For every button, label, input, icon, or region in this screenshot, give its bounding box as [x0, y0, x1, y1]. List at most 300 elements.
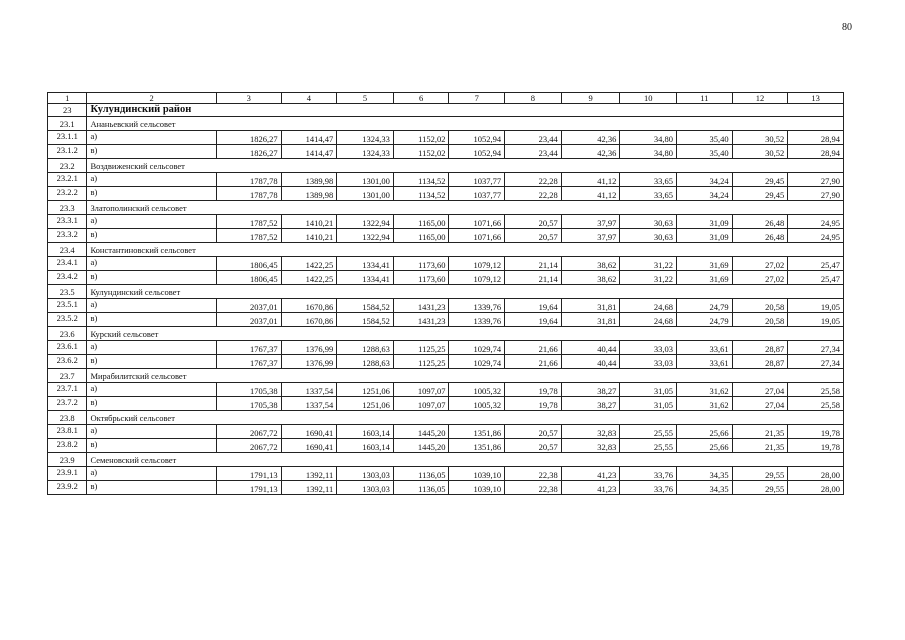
column-number-cell: 2 — [87, 93, 216, 104]
section-name: Октябрьский сельсовет — [87, 411, 844, 425]
value-cell: 22,28 — [505, 173, 562, 187]
value-cell: 1787,52 — [216, 215, 281, 229]
table-row — [48, 355, 844, 369]
value-cell: 33,61 — [677, 355, 733, 369]
value-cell: 31,22 — [620, 257, 677, 271]
value-cell: 1303,03 — [337, 467, 394, 481]
value-cell: 27,34 — [788, 341, 844, 355]
column-number-cell: 9 — [561, 93, 620, 104]
value-cell: 25,55 — [620, 439, 677, 453]
value-cell: 1603,14 — [337, 425, 394, 439]
value-cell: 1705,38 — [216, 397, 281, 411]
row-code: 23.1.2 — [48, 145, 87, 159]
value-cell: 31,05 — [620, 383, 677, 397]
value-cell: 1584,52 — [337, 299, 394, 313]
value-cell: 1445,20 — [393, 425, 449, 439]
row-label: в) — [87, 271, 216, 285]
section-row — [48, 243, 844, 257]
value-cell: 1288,63 — [337, 341, 394, 355]
row-label: а) — [87, 467, 216, 481]
value-cell: 19,05 — [788, 313, 844, 327]
value-cell: 1791,13 — [216, 467, 281, 481]
value-cell: 1301,00 — [337, 187, 394, 201]
value-cell: 35,40 — [677, 145, 733, 159]
value-cell: 33,65 — [620, 187, 677, 201]
section-name: Константиновский сельсовет — [87, 243, 844, 257]
value-cell: 1165,00 — [393, 215, 449, 229]
row-code: 23.3.2 — [48, 229, 87, 243]
value-cell: 1334,41 — [337, 257, 394, 271]
value-cell: 1251,06 — [337, 397, 394, 411]
row-label: в) — [87, 481, 216, 495]
table-row — [48, 383, 844, 397]
value-cell: 29,55 — [732, 481, 788, 495]
value-cell: 1767,37 — [216, 355, 281, 369]
value-cell: 1376,99 — [281, 355, 337, 369]
column-number-row — [48, 93, 844, 104]
row-code: 23.9.2 — [48, 481, 87, 495]
value-cell: 1324,33 — [337, 131, 394, 145]
column-number-cell: 3 — [216, 93, 281, 104]
value-cell: 1152,02 — [393, 145, 449, 159]
value-cell: 21,35 — [732, 439, 788, 453]
row-label: а) — [87, 299, 216, 313]
value-cell: 31,81 — [561, 299, 620, 313]
column-number-cell: 5 — [337, 93, 394, 104]
value-cell: 1422,25 — [281, 271, 337, 285]
value-cell: 1097,07 — [393, 397, 449, 411]
value-cell: 1392,11 — [281, 481, 337, 495]
value-cell: 26,48 — [732, 215, 788, 229]
column-number-cell: 6 — [393, 93, 449, 104]
value-cell: 1414,47 — [281, 131, 337, 145]
value-cell: 1005,32 — [449, 383, 505, 397]
value-cell: 27,34 — [788, 355, 844, 369]
value-cell: 22,38 — [505, 481, 562, 495]
value-cell: 1071,66 — [449, 229, 505, 243]
section-code: 23.6 — [48, 327, 87, 341]
value-cell: 41,23 — [561, 481, 620, 495]
value-cell: 1337,54 — [281, 397, 337, 411]
value-cell: 21,14 — [505, 257, 562, 271]
value-cell: 1376,99 — [281, 341, 337, 355]
value-cell: 27,90 — [788, 173, 844, 187]
table-row — [48, 425, 844, 439]
value-cell: 28,87 — [732, 355, 788, 369]
value-cell: 20,57 — [505, 229, 562, 243]
value-cell: 38,62 — [561, 271, 620, 285]
row-label: в) — [87, 187, 216, 201]
value-cell: 24,68 — [620, 313, 677, 327]
district-name: Кулундинский район — [87, 104, 844, 117]
value-cell: 25,58 — [788, 383, 844, 397]
value-cell: 27,04 — [732, 397, 788, 411]
value-cell: 19,64 — [505, 299, 562, 313]
value-cell: 20,57 — [505, 425, 562, 439]
value-cell: 1173,60 — [393, 271, 449, 285]
value-cell: 1767,37 — [216, 341, 281, 355]
section-row — [48, 159, 844, 173]
value-cell: 21,14 — [505, 271, 562, 285]
value-cell: 1097,07 — [393, 383, 449, 397]
table-row — [48, 131, 844, 145]
value-cell: 37,97 — [561, 229, 620, 243]
value-cell: 1301,00 — [337, 173, 394, 187]
section-code: 23.4 — [48, 243, 87, 257]
data-table-container — [47, 92, 844, 495]
row-label: в) — [87, 145, 216, 159]
value-cell: 31,22 — [620, 271, 677, 285]
row-code: 23.1.1 — [48, 131, 87, 145]
table-row — [48, 467, 844, 481]
value-cell: 1410,21 — [281, 229, 337, 243]
value-cell: 1134,52 — [393, 187, 449, 201]
value-cell: 1337,54 — [281, 383, 337, 397]
value-cell: 1705,38 — [216, 383, 281, 397]
value-cell: 2037,01 — [216, 313, 281, 327]
value-cell: 1136,05 — [393, 481, 449, 495]
value-cell: 38,27 — [561, 397, 620, 411]
value-cell: 30,63 — [620, 215, 677, 229]
value-cell: 21,35 — [732, 425, 788, 439]
value-cell: 19,05 — [788, 299, 844, 313]
value-cell: 27,02 — [732, 271, 788, 285]
value-cell: 1322,94 — [337, 215, 394, 229]
value-cell: 1125,25 — [393, 341, 449, 355]
value-cell: 28,94 — [788, 131, 844, 145]
row-code: 23.7.1 — [48, 383, 87, 397]
value-cell: 1690,41 — [281, 439, 337, 453]
section-code: 23.3 — [48, 201, 87, 215]
table-row — [48, 271, 844, 285]
table-body — [48, 93, 844, 495]
value-cell: 25,66 — [677, 439, 733, 453]
value-cell: 1134,52 — [393, 173, 449, 187]
value-cell: 1787,52 — [216, 229, 281, 243]
value-cell: 26,48 — [732, 229, 788, 243]
value-cell: 23,44 — [505, 145, 562, 159]
value-cell: 34,80 — [620, 131, 677, 145]
value-cell: 1339,76 — [449, 313, 505, 327]
row-code: 23.4.2 — [48, 271, 87, 285]
section-name: Мирабилитский сельсовет — [87, 369, 844, 383]
value-cell: 28,94 — [788, 145, 844, 159]
row-label: а) — [87, 173, 216, 187]
value-cell: 1806,45 — [216, 271, 281, 285]
value-cell: 1670,86 — [281, 313, 337, 327]
value-cell: 2067,72 — [216, 425, 281, 439]
row-label: в) — [87, 397, 216, 411]
row-label: а) — [87, 257, 216, 271]
section-code: 23.5 — [48, 285, 87, 299]
value-cell: 1445,20 — [393, 439, 449, 453]
section-name: Златополинский сельсовет — [87, 201, 844, 215]
table-row — [48, 439, 844, 453]
value-cell: 31,81 — [561, 313, 620, 327]
value-cell: 19,64 — [505, 313, 562, 327]
value-cell: 31,09 — [677, 229, 733, 243]
row-label: в) — [87, 313, 216, 327]
row-code: 23.6.1 — [48, 341, 87, 355]
row-code: 23.9.1 — [48, 467, 87, 481]
value-cell: 19,78 — [505, 397, 562, 411]
value-cell: 31,05 — [620, 397, 677, 411]
value-cell: 1787,78 — [216, 187, 281, 201]
column-number-cell: 8 — [505, 93, 562, 104]
value-cell: 2037,01 — [216, 299, 281, 313]
section-row — [48, 285, 844, 299]
value-cell: 1826,27 — [216, 131, 281, 145]
value-cell: 1136,05 — [393, 467, 449, 481]
column-number-cell: 11 — [677, 93, 733, 104]
value-cell: 1125,25 — [393, 355, 449, 369]
table-row — [48, 299, 844, 313]
section-row — [48, 369, 844, 383]
value-cell: 1052,94 — [449, 145, 505, 159]
value-cell: 40,44 — [561, 355, 620, 369]
value-cell: 25,55 — [620, 425, 677, 439]
value-cell: 34,80 — [620, 145, 677, 159]
value-cell: 25,47 — [788, 257, 844, 271]
section-name: Курский сельсовет — [87, 327, 844, 341]
value-cell: 41,12 — [561, 173, 620, 187]
value-cell: 40,44 — [561, 341, 620, 355]
section-code: 23.8 — [48, 411, 87, 425]
value-cell: 1339,76 — [449, 299, 505, 313]
section-row — [48, 201, 844, 215]
section-code: 23.2 — [48, 159, 87, 173]
value-cell: 31,62 — [677, 383, 733, 397]
row-label: а) — [87, 383, 216, 397]
section-row — [48, 117, 844, 131]
value-cell: 1791,13 — [216, 481, 281, 495]
column-number-cell: 12 — [732, 93, 788, 104]
value-cell: 28,00 — [788, 467, 844, 481]
data-table — [47, 92, 844, 495]
table-row — [48, 215, 844, 229]
section-code: 23.1 — [48, 117, 87, 131]
value-cell: 1670,86 — [281, 299, 337, 313]
value-cell: 28,00 — [788, 481, 844, 495]
value-cell: 24,95 — [788, 215, 844, 229]
value-cell: 29,45 — [732, 173, 788, 187]
row-label: в) — [87, 439, 216, 453]
value-cell: 1389,98 — [281, 187, 337, 201]
value-cell: 1389,98 — [281, 173, 337, 187]
value-cell: 24,79 — [677, 299, 733, 313]
value-cell: 34,35 — [677, 481, 733, 495]
value-cell: 1414,47 — [281, 145, 337, 159]
value-cell: 29,55 — [732, 467, 788, 481]
value-cell: 42,36 — [561, 131, 620, 145]
row-label: а) — [87, 131, 216, 145]
value-cell: 20,58 — [732, 313, 788, 327]
value-cell: 1422,25 — [281, 257, 337, 271]
value-cell: 19,78 — [788, 439, 844, 453]
value-cell: 38,27 — [561, 383, 620, 397]
value-cell: 30,52 — [732, 145, 788, 159]
district-row — [48, 104, 844, 117]
row-code: 23.2.1 — [48, 173, 87, 187]
value-cell: 1351,86 — [449, 439, 505, 453]
table-row — [48, 229, 844, 243]
column-number-cell: 7 — [449, 93, 505, 104]
value-cell: 20,57 — [505, 439, 562, 453]
column-number-cell: 1 — [48, 93, 87, 104]
row-code: 23.2.2 — [48, 187, 87, 201]
row-code: 23.5.1 — [48, 299, 87, 313]
table-row — [48, 145, 844, 159]
row-code: 23.3.1 — [48, 215, 87, 229]
value-cell: 41,23 — [561, 467, 620, 481]
value-cell: 33,76 — [620, 467, 677, 481]
row-label: в) — [87, 355, 216, 369]
value-cell: 1052,94 — [449, 131, 505, 145]
value-cell: 34,35 — [677, 467, 733, 481]
value-cell: 37,97 — [561, 215, 620, 229]
value-cell: 1165,00 — [393, 229, 449, 243]
value-cell: 33,03 — [620, 341, 677, 355]
value-cell: 1152,02 — [393, 131, 449, 145]
value-cell: 1079,12 — [449, 271, 505, 285]
value-cell: 30,52 — [732, 131, 788, 145]
value-cell: 33,65 — [620, 173, 677, 187]
value-cell: 1251,06 — [337, 383, 394, 397]
section-row — [48, 327, 844, 341]
row-label: в) — [87, 229, 216, 243]
value-cell: 1410,21 — [281, 215, 337, 229]
value-cell: 28,87 — [732, 341, 788, 355]
value-cell: 20,57 — [505, 215, 562, 229]
district-code: 23 — [48, 104, 87, 117]
value-cell: 27,04 — [732, 383, 788, 397]
row-code: 23.8.1 — [48, 425, 87, 439]
table-row — [48, 257, 844, 271]
value-cell: 1288,63 — [337, 355, 394, 369]
value-cell: 1322,94 — [337, 229, 394, 243]
column-number-cell: 13 — [788, 93, 844, 104]
table-row — [48, 397, 844, 411]
value-cell: 1029,74 — [449, 355, 505, 369]
value-cell: 38,62 — [561, 257, 620, 271]
value-cell: 1037,77 — [449, 187, 505, 201]
value-cell: 22,28 — [505, 187, 562, 201]
section-code: 23.9 — [48, 453, 87, 467]
value-cell: 33,76 — [620, 481, 677, 495]
value-cell: 1303,03 — [337, 481, 394, 495]
value-cell: 1826,27 — [216, 145, 281, 159]
value-cell: 21,66 — [505, 355, 562, 369]
value-cell: 32,83 — [561, 439, 620, 453]
table-row — [48, 173, 844, 187]
value-cell: 42,36 — [561, 145, 620, 159]
value-cell: 31,69 — [677, 257, 733, 271]
table-row — [48, 341, 844, 355]
value-cell: 31,09 — [677, 215, 733, 229]
value-cell: 1431,23 — [393, 313, 449, 327]
column-number-cell: 10 — [620, 93, 677, 104]
value-cell: 1039,10 — [449, 481, 505, 495]
value-cell: 2067,72 — [216, 439, 281, 453]
section-name: Ананьевский сельсовет — [87, 117, 844, 131]
section-row — [48, 411, 844, 425]
value-cell: 30,63 — [620, 229, 677, 243]
value-cell: 20,58 — [732, 299, 788, 313]
value-cell: 34,24 — [677, 173, 733, 187]
table-row — [48, 187, 844, 201]
value-cell: 27,90 — [788, 187, 844, 201]
value-cell: 1392,11 — [281, 467, 337, 481]
value-cell: 25,66 — [677, 425, 733, 439]
value-cell: 31,69 — [677, 271, 733, 285]
row-label: а) — [87, 425, 216, 439]
value-cell: 33,03 — [620, 355, 677, 369]
value-cell: 27,02 — [732, 257, 788, 271]
value-cell: 1584,52 — [337, 313, 394, 327]
value-cell: 1039,10 — [449, 467, 505, 481]
value-cell: 21,66 — [505, 341, 562, 355]
value-cell: 1806,45 — [216, 257, 281, 271]
row-code: 23.7.2 — [48, 397, 87, 411]
value-cell: 1079,12 — [449, 257, 505, 271]
value-cell: 22,38 — [505, 467, 562, 481]
value-cell: 24,68 — [620, 299, 677, 313]
value-cell: 1324,33 — [337, 145, 394, 159]
value-cell: 23,44 — [505, 131, 562, 145]
table-row — [48, 313, 844, 327]
value-cell: 1334,41 — [337, 271, 394, 285]
page-number: 80 — [842, 22, 852, 33]
value-cell: 1029,74 — [449, 341, 505, 355]
value-cell: 25,47 — [788, 271, 844, 285]
value-cell: 32,83 — [561, 425, 620, 439]
value-cell: 35,40 — [677, 131, 733, 145]
value-cell: 19,78 — [788, 425, 844, 439]
section-name: Воздвиженский сельсовет — [87, 159, 844, 173]
value-cell: 31,62 — [677, 397, 733, 411]
value-cell: 1351,86 — [449, 425, 505, 439]
value-cell: 29,45 — [732, 187, 788, 201]
section-row — [48, 453, 844, 467]
row-label: а) — [87, 341, 216, 355]
value-cell: 33,61 — [677, 341, 733, 355]
value-cell: 1037,77 — [449, 173, 505, 187]
row-code: 23.8.2 — [48, 439, 87, 453]
value-cell: 34,24 — [677, 187, 733, 201]
row-code: 23.6.2 — [48, 355, 87, 369]
value-cell: 1603,14 — [337, 439, 394, 453]
row-code: 23.5.2 — [48, 313, 87, 327]
section-code: 23.7 — [48, 369, 87, 383]
section-name: Семеновский сельсовет — [87, 453, 844, 467]
row-code: 23.4.1 — [48, 257, 87, 271]
value-cell: 1787,78 — [216, 173, 281, 187]
value-cell: 1690,41 — [281, 425, 337, 439]
value-cell: 1431,23 — [393, 299, 449, 313]
value-cell: 41,12 — [561, 187, 620, 201]
row-label: а) — [87, 215, 216, 229]
value-cell: 24,79 — [677, 313, 733, 327]
table-row — [48, 481, 844, 495]
section-name: Кулундинский сельсовет — [87, 285, 844, 299]
value-cell: 24,95 — [788, 229, 844, 243]
column-number-cell: 4 — [281, 93, 337, 104]
value-cell: 1071,66 — [449, 215, 505, 229]
value-cell: 19,78 — [505, 383, 562, 397]
value-cell: 1005,32 — [449, 397, 505, 411]
value-cell: 25,58 — [788, 397, 844, 411]
value-cell: 1173,60 — [393, 257, 449, 271]
